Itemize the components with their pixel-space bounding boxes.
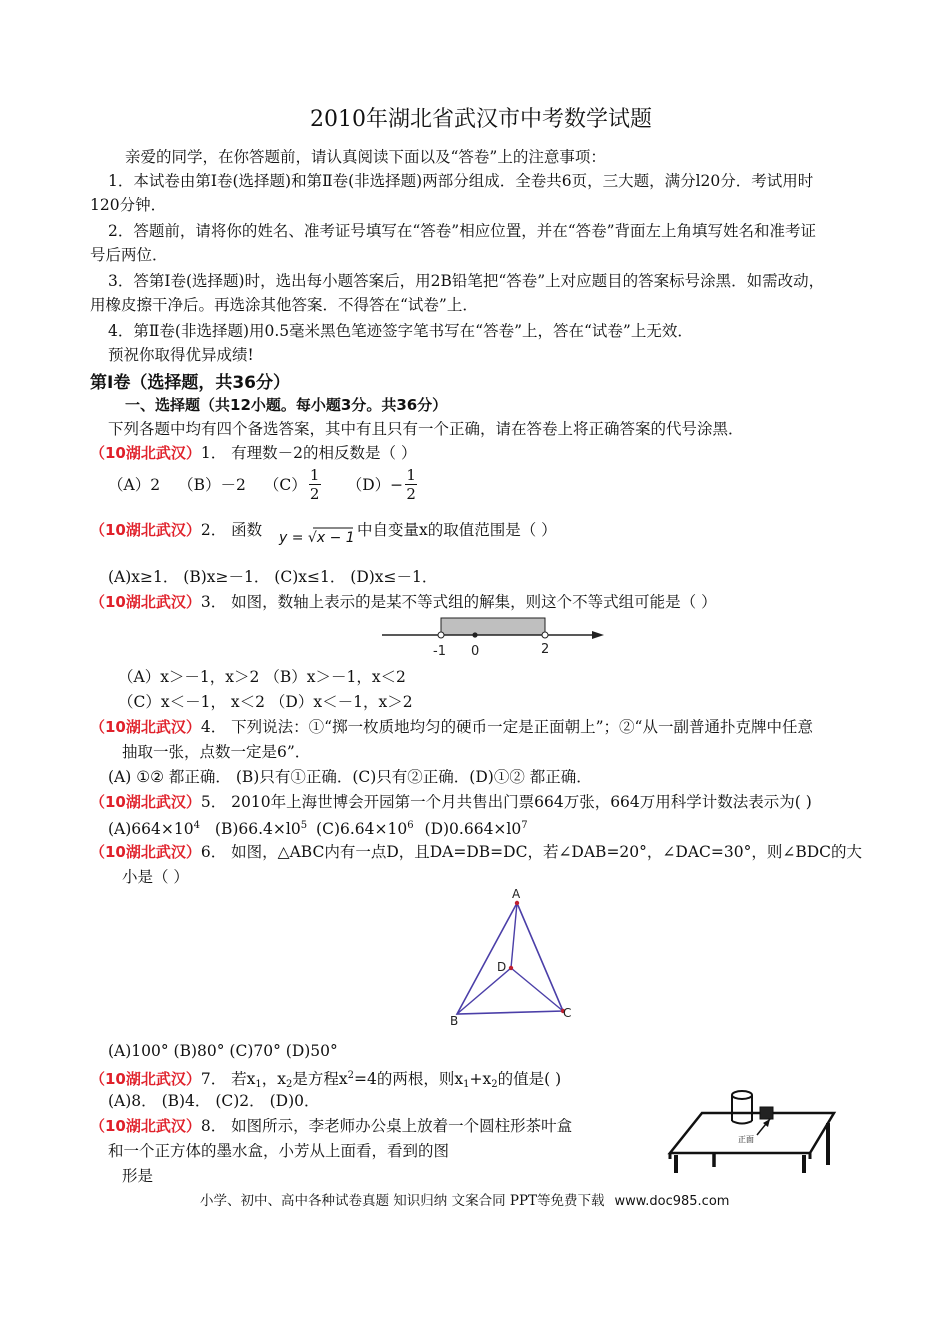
label-c: C [563, 1006, 572, 1020]
triangle-figure [446, 886, 578, 1028]
q5-option-d: (D)0.664×l0 [424, 820, 522, 838]
front-label: 正面 [738, 1135, 754, 1144]
q5-exp-d: 7 [521, 820, 528, 831]
axis-arrow-icon [592, 631, 604, 639]
source-tag: （10湖北武汉） [90, 444, 201, 462]
q6-stem-b: 小是（ ） [122, 868, 189, 886]
origin-point [472, 632, 477, 637]
question-6 [90, 842, 862, 862]
q5-exp-a: 4 [193, 820, 200, 831]
source-tag: （10湖北武汉） [90, 593, 201, 611]
question-8 [90, 1116, 572, 1136]
label-b: B [450, 1014, 459, 1028]
question-5 [90, 792, 812, 812]
label-a: A [512, 887, 521, 901]
q4-stem-b: 抽取一张，点数一定是6”． [122, 743, 311, 761]
q4-stem-a: 4． 下列说法：①“掷一枚质地均匀的硬币一定是正面朝上”；②“从一副普通扑克牌中任意 [200, 718, 813, 736]
q2-options: (A)x≥1． (B)x≥－1． (C)x≤1． (D)x≤－1． [108, 568, 438, 586]
q5-option-a: (A)664×10 [108, 820, 194, 838]
segment-cd [511, 968, 563, 1011]
q1-num-d: 1 [406, 466, 416, 484]
q4-options: (A) ①② 都正确． (B)只有①正确．(C)只有②正确．(D)①② 都正确． [108, 768, 592, 786]
q7-s4: 2 [491, 1079, 498, 1090]
q7-s2: 2 [286, 1079, 293, 1090]
segment-bd [457, 968, 511, 1014]
source-tag: （10湖北武汉） [90, 793, 201, 811]
footer-text: 小学、初中、高中各种试卷真题 知识归纳 文案合同 PPT等免费下载 [200, 1193, 605, 1209]
section-subheading: 一、选择题（共12小题。每小题3分。共36分） [125, 396, 448, 414]
open-point-right [542, 632, 548, 638]
q1-option-a: （A）2 [108, 475, 161, 494]
q5-exp-b: 5 [300, 820, 308, 831]
question-2 [90, 520, 262, 540]
q7-p1: 7． 若x [200, 1070, 256, 1088]
open-point-left [438, 632, 444, 638]
q1-den-c: 2 [309, 485, 320, 503]
q2-post: 中自变量x的取值范围是（ ） [357, 521, 557, 539]
q7-p5: +x [469, 1070, 492, 1088]
page-title: 2010年湖北省武汉市中考数学试题 [310, 107, 652, 132]
note-3b: 用橡皮擦干净后。再选涂其他答案．不得答在“试卷”上． [90, 296, 478, 314]
q5-exp-c: 6 [407, 820, 414, 831]
note-3a: 3．答第Ⅰ卷(选择题)时，选出每小题答案后，用2B铅笔把“答卷”上对应题目的答案标号涂黑．如需改动， [108, 272, 825, 290]
note-2a: 2．答题前，请将你的姓名、准考证号填写在“答卷”相应位置，并在“答卷”背面左上角填写姓名和准考证 [108, 222, 817, 240]
tick-label-0: 0 [471, 644, 480, 659]
tick-label-2: 2 [541, 642, 550, 657]
section-heading: 第Ⅰ卷（选择题，共36分） [90, 373, 290, 393]
question-1 [90, 443, 416, 463]
note-2b: 号后两位． [90, 246, 168, 264]
q1-option-c: （C） [263, 475, 307, 494]
q1-den-d: 2 [406, 485, 416, 503]
q7-s1: 1 [255, 1079, 262, 1090]
q7-options: (A)8． (B)4． (C)2． (D)0． [108, 1092, 320, 1110]
source-tag: （10湖北武汉） [90, 843, 201, 861]
source-tag: （10湖北武汉） [90, 1117, 201, 1135]
q3-options-cd: （C）x＜－1， x＜2 （D）x＜－1，x＞2 [118, 693, 413, 711]
q5-stem: 5． 2010年上海世博会开园第一个月共售出门票664万张，664万用科学计数法表示为( ) [200, 793, 812, 811]
q7-s3: 1 [463, 1079, 470, 1090]
desk-figure [662, 1083, 842, 1175]
q1-option-b: （B）－2 [178, 475, 246, 494]
question-3 [90, 592, 717, 612]
q1-num-c: 1 [309, 466, 320, 484]
q3-stem: 3． 如图，数轴上表示的是某不等式组的解集，则这个不等式组可能是（ ） [200, 593, 717, 611]
q7-exp: 2 [347, 1070, 355, 1081]
note-1b: 120分钟． [90, 196, 167, 214]
solution-interval [441, 618, 545, 635]
q8-stem-a: 8． 如图所示，李老师办公桌上放着一个圆柱形茶叶盒 [200, 1117, 573, 1135]
q2-pre: 2． 函数 [200, 521, 263, 539]
q6-stem-a: 6． 如图，△ABC内有一点D，且DA=DB=DC，若∠DAB=20°，∠DAC=30°，则∠BDC的大 [200, 843, 862, 861]
q2-formula [277, 522, 357, 550]
q6-options: (A)100° (B)80° (C)70° (D)50° [108, 1042, 338, 1060]
q1-stem: 1． 有理数－2的相反数是（ ） [200, 444, 417, 462]
footer-url[interactable]: www.doc985.com [614, 1194, 730, 1209]
q5-option-c: (C)6.64×10 [316, 820, 408, 838]
number-line-figure [382, 612, 610, 660]
note-1a: 1．本试卷由第Ⅰ卷(选择题)和第Ⅱ卷(非选择题)两部分组成．全卷共6页，三大题，满分l20分．考试用时 [108, 172, 814, 190]
q1-fraction-d [405, 466, 417, 503]
q5-option-b: (B)66.4×l0 [214, 820, 301, 838]
source-tag: （10湖北武汉） [90, 521, 201, 539]
wish-text: 预祝你取得优异成绩! [108, 346, 254, 364]
q2-formula-text: y = √x − 1 [279, 530, 355, 546]
q1-fraction-c [309, 466, 321, 503]
question-4 [90, 717, 813, 737]
q7-p4: =4的两根，则x [354, 1070, 464, 1088]
q1-option-d: （D）− [346, 475, 404, 494]
q8-stem-c: 形是 [122, 1167, 154, 1185]
q7-p3: 是方程x [292, 1070, 348, 1088]
intro-greeting: 亲爱的同学，在你答题前，请认真阅读下面以及“答卷”上的注意事项： [125, 148, 606, 166]
label-d: D [497, 960, 507, 974]
point-d-dot [509, 966, 513, 970]
tick-label-neg1: -1 [433, 644, 446, 659]
q3-options-ab: （A）x＞－1，x＞2 （B）x＞－1，x＜2 [118, 668, 406, 686]
q1-options [108, 466, 419, 503]
q7-p2: ，x [261, 1070, 287, 1088]
section-instructions: 下列各题中均有四个备选答案，其中有且只有一个正确，请在答卷上将正确答案的代号涂黑． [108, 420, 744, 438]
footer [200, 1189, 729, 1209]
source-tag: （10湖北武汉） [90, 718, 201, 736]
q5-options [108, 816, 528, 839]
vertex-a-dot [515, 901, 519, 905]
ink-box [760, 1107, 773, 1119]
q8-stem-b: 和一个正方体的墨水盒，小芳从上面看，看到的图 [108, 1142, 450, 1160]
note-4: 4．第Ⅱ卷(非选择题)用0.5毫米黑色笔迹签字笔书写在“答卷”上，答在“试卷”上无效． [108, 322, 693, 340]
source-tag: （10湖北武汉） [90, 1070, 201, 1088]
q7-p6: 的值是( ) [497, 1070, 562, 1088]
